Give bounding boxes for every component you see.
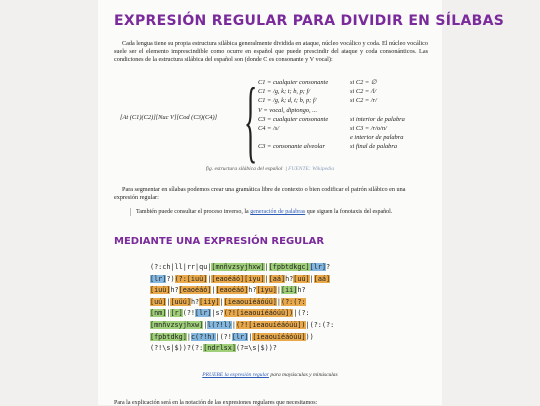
regex-token: [iíy] [199,297,220,306]
formula-condition: C1 = /g, k; d, t; b, p; f/ [258,97,317,105]
regex-token: [iyu] [244,274,265,283]
regex-token: | [309,274,314,283]
formula-context: si C2 = /l/ [350,88,377,96]
regex-token: [lr] [195,309,212,318]
formula-lhs: [At (C1)(C2)][Nuc V][Cod (C3)(C4)] [120,114,218,121]
regex-token: h? [248,286,257,295]
regex-token: h? [297,286,306,295]
formula-context: si C2 = ∅ [350,79,377,86]
figure-source: FUENTE: Wikipedia [288,166,335,172]
word-generation-link[interactable]: generación de palabras [250,209,306,215]
regex-token: | [207,274,212,283]
regex-token: (?=\s|$))? [235,344,277,353]
regex-token: [iyu] [256,286,277,295]
formula-context: si interior de palabra [350,115,405,123]
regex-token: |(?:(?: [305,320,335,329]
regex-token: h? [170,286,179,295]
regex-token: )) [305,332,314,341]
regex-token: [fpbtdkg] [150,332,187,341]
regex-token: [lr] [309,263,326,271]
regex-token: [r] [170,309,183,318]
regex-token: [uú] [293,274,310,283]
regex-token: h? [285,274,294,283]
formula-condition: C3 = cualquier consonante [258,115,329,123]
regex-line [150,308,334,320]
note-text-before: También puede consultar el proceso inverso, la [136,209,251,215]
formula-brace: { [244,69,258,171]
regex-token: (?:(?: [280,297,306,306]
regex-token: | [166,309,171,318]
regex-token: [mnñvzsyjhxw] [150,320,204,329]
formula-condition: C3 = consonante alveolar [258,143,325,151]
note-blockquote [130,208,428,216]
regex-token: | [231,320,236,329]
regex-token: [fpbtdkgc] [268,263,310,271]
figure-caption: fig. estructura silábica del español | FUENTE: Wikipedia [205,166,335,172]
regex-token: (?:[iuü] [174,274,208,283]
regex-line [150,262,334,274]
page-title: EXPRESIÓN REGULAR PARA DIVIDIR EN SÍLABAS [114,13,505,29]
regex-token: [ieaouíéáóúü] [252,332,306,341]
regex-token: (?![ieaouíéáóúü]) [223,309,294,318]
regex-line [150,343,334,355]
regex-token: [ieaouíéáóúü] [223,297,277,306]
regex-token: | [276,297,281,306]
regex-caption-text: para mayúsculas y minúsculas [268,372,338,378]
regex-token: (?!\s|$))?(?: [150,344,204,353]
regex-token: | [276,286,281,295]
regex-token: [ndrlsx] [203,344,236,353]
formula-condition: C4 = /s/ [258,124,280,132]
regex-token: |s? [211,309,224,318]
regex-token: [aá] [268,274,286,283]
regex-token: | [264,263,269,271]
regex-token: |(?: [293,309,310,318]
bottom-paragraph: Para la explicación será en la notación de las expresiones regulares que necesitamos: [114,400,318,406]
regex-line [150,274,334,286]
regex-token: [ií] [281,286,298,295]
regex-token: [uú] [150,297,167,306]
formula-condition: C1 = cualquier consonante [258,79,329,86]
syllable-structure-formula [120,69,440,171]
regex-token: ? [325,263,331,271]
intro-paragraph: Cada lengua tiene su propia estructura silábica generalmente dividida en ataque, núcleo vocálico y coda. El núcleo vocálico suele ser el elemento imprescindible como ocurre en español que puede prescindir del ataque y coda consonánticos. Las condiciones de la estructura silábica del español son (donde C es consonante y V vocal): [114,40,428,64]
note-text-after: que siguen la fonotaxis del español. [305,209,393,215]
regex-token: h? [190,297,200,306]
regex-token: [eaoéáó] [211,274,245,283]
regex-token: | [219,297,224,306]
formula-condition: C1 = /g, k; t; b, p; f/ [258,88,311,96]
regex-token: | [166,297,171,306]
regex-token: [eaoéáó] [178,286,212,295]
regex-token: [mnñvzsyjhxw] [211,263,265,271]
regex-line [150,297,334,309]
formula-context: si C3 = /r/o/n/ [350,124,387,132]
regex-line [150,332,334,344]
regex-token: l(?!l) [207,320,232,329]
figure-caption-text: fig. estructura silábica del español [205,166,283,172]
regex-token: [eaoéáó] [215,286,249,295]
regex-token: [uüú] [170,297,191,306]
regex-line [150,320,334,332]
formula-condition: V = vocal, diptongo, ... [258,106,318,114]
regex-token: | [248,332,253,341]
test-regex-link[interactable]: PRUEBE la expresión regular [202,372,269,378]
regex-token: c(?!h) [190,332,216,341]
regex-token: | [186,332,191,341]
segmentation-paragraph: Para segmentar en sílabas podemos crear una gramática libre de contexto o bien codificar el patrón silábico en una expresión regular: [114,186,406,202]
regex-token: ?) [166,274,175,283]
regex-token: [lr] [231,332,249,341]
formula-context: si final de palabra [350,143,398,151]
regex-token: [iuü] [150,286,171,295]
regex-token: | [211,286,216,295]
regex-token: (?:ch|ll|rr|qu| [150,263,212,271]
regex-token: (?! [182,309,196,318]
regex-line [150,285,334,297]
regex-token: [lr] [150,274,167,283]
regex-token: |(?! [215,332,232,341]
regex-caption [0,372,540,378]
regex-token: | [264,274,269,283]
formula-context: e interior de palabra [350,134,404,142]
regex-token: [aá] [313,274,331,283]
regex-token: | [203,320,208,329]
regex-token: (?![ieaouíéáóúü]) [235,320,306,329]
regex-token: [nm] [150,309,167,318]
formula-context: si C2 = /r/ [350,97,377,105]
regex-code-block [150,262,334,355]
section-title: MEDIANTE UNA EXPRESIÓN REGULAR [114,236,325,247]
